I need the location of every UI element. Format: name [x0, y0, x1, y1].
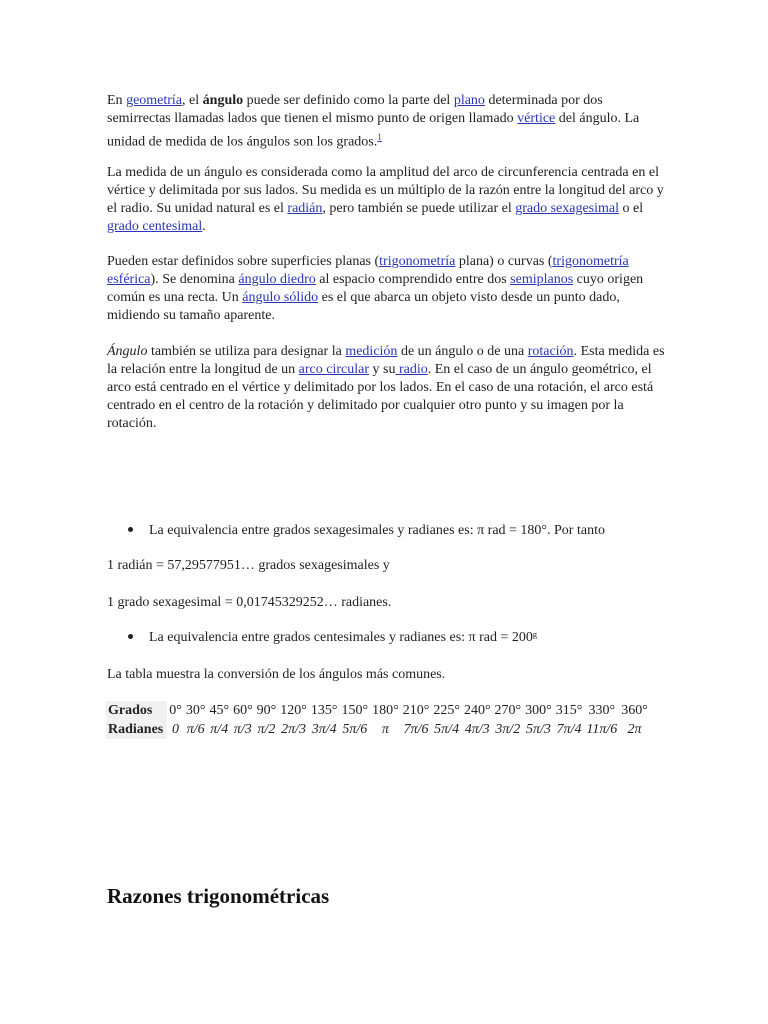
table-cell-grados: 270°: [494, 702, 522, 718]
link-semiplanos[interactable]: semiplanos: [510, 272, 574, 287]
table-cell-radianes: 7π/6: [403, 721, 429, 737]
paragraph-definition: En geometría, el ángulo puede ser definido como la parte del plano determinada por dos semirrectas llamadas lados que tienen el mismo punto de origen llamado vértice del ángulo. La unidad de medida de los ángulos son los grados.$^1$: [107, 93, 640, 150]
table-cell-grados: 120°: [280, 702, 307, 718]
table-cell-radianes: π/4: [210, 721, 229, 737]
table-cell-radianes: 5π/6: [342, 721, 368, 737]
table-cell-radianes: π/3: [233, 721, 252, 737]
table-cell-grados: 330°: [588, 702, 616, 718]
table-cell-radianes: 4π/3: [464, 721, 490, 737]
table-cell-radianes: 7π/4: [556, 721, 582, 737]
link-radio[interactable]: radio: [395, 362, 428, 377]
conversion-table: [106, 701, 650, 739]
table-cell-grados: 60°: [233, 702, 253, 718]
paragraph-superficies: Pueden estar definidos sobre superficies planas (trigonometría plana) o curvas (trigonometría esférica). Se denomina ángulo diedro al espacio comprendido entre dos semiplanos cuyo origen común es una recta. Un ángulo sólido es el que abarca un objeto visto desde un punto dado, midiendo su tamaño aparente.: [107, 254, 644, 323]
table-cell-grados: 45°: [209, 702, 230, 718]
table-intro: La tabla muestra la conversión de los ángulos más comunes.: [107, 667, 446, 682]
table-cell-radianes: 2π/3: [281, 721, 307, 737]
link-angulo-solido[interactable]: ángulo sólido: [242, 290, 319, 305]
table-cell-grados: 150°: [341, 702, 369, 718]
link-grado-sexagesimal[interactable]: grado sexagesimal: [515, 201, 620, 216]
table-row-radianes: [106, 720, 650, 739]
footnote-ref-1[interactable]: 1: [377, 132, 382, 142]
bullet-dot-icon: [128, 527, 133, 532]
link-trigonometria[interactable]: trigonometría: [379, 254, 456, 269]
equation-grado: 1 grado sexagesimal = 0,01745329252… radianes.: [107, 595, 392, 610]
table-cell-grados: 180°: [372, 702, 399, 718]
table-cell-radianes: 3π/2: [495, 721, 521, 737]
table-cell-grados: 210°: [402, 702, 430, 718]
link-trigonometria-esferica[interactable]: trigonometría esférica: [107, 254, 629, 287]
section-heading: Razones trigonométricas: [107, 884, 330, 908]
table-cell-radianes: 5π/4: [434, 721, 460, 737]
table-cell-grados: 30°: [185, 702, 206, 718]
bullet-item-centesimal: La equivalencia entre grados centesimales y radianes es: π rad = 200ᵍ: [128, 629, 537, 647]
link-geometria[interactable]: geometría: [126, 93, 183, 108]
table-cell-grados: 240°: [463, 702, 491, 718]
row-header-grados: Grados: [106, 701, 167, 720]
bullet-item-sexagesimal: La equivalencia entre grados sexagesimales y radianes es: π rad = 180°. Por tanto: [128, 522, 605, 540]
table-row-grados: [106, 701, 650, 720]
link-angulo-diedro[interactable]: ángulo diedro: [238, 272, 316, 287]
link-plano[interactable]: plano: [453, 93, 485, 108]
table-cell-grados: 315°: [555, 702, 583, 718]
link-radian[interactable]: radián: [287, 201, 323, 216]
table-cell-radianes: 5π/3: [526, 721, 551, 737]
table-cell-radianes: 2π: [627, 721, 642, 737]
link-medicion[interactable]: medición: [345, 344, 398, 359]
bullet-dot-icon: [128, 634, 133, 639]
link-vertice[interactable]: vértice: [517, 111, 556, 126]
table-cell-radianes: π/6: [186, 721, 205, 737]
link-arco-circular[interactable]: arco circular: [298, 362, 369, 377]
table-cell-radianes: 3π/4: [311, 721, 337, 737]
row-header-radianes: Radianes: [106, 720, 167, 739]
table-cell-radianes: 11π/6: [586, 721, 618, 737]
table-cell-radianes: π: [381, 721, 389, 737]
table-cell-grados: 90°: [256, 702, 277, 718]
table-cell-grados: 360°: [621, 702, 648, 718]
link-rotacion[interactable]: rotación: [527, 344, 574, 359]
table-cell-radianes: π/2: [257, 721, 276, 737]
table-cell-grados: 135°: [310, 702, 338, 718]
paragraph-medicion: Ángulo también se utiliza para designar la medición de un ángulo o de una rotación. Esta medida es la relación entre la longitud de un arco circular y su radio. En el caso de un ángulo geométrico, el arco está centrado en el vértice y delimitado por los lados. En el caso de una rotación, el arco está centrado en el centro de la rotación y delimitado por cualquier otro punto y su imagen por la rotación.: [107, 344, 665, 431]
table-cell-grados: 225°: [433, 702, 460, 718]
link-grado-centesimal[interactable]: grado centesimal: [107, 219, 203, 234]
paragraph-medida: La medida de un ángulo es considerada como la amplitud del arco de circunferencia centrada en el vértice y delimitada por sus lados. Su medida es un múltiplo de la razón entre la longitud del arco y el radio. Su unidad natural es el radián, pero también se puede utilizar el grado sexagesimal o el grado centesimal.: [107, 165, 664, 234]
table-cell-grados: 0°: [169, 702, 182, 718]
table-cell-grados: 300°: [525, 702, 552, 718]
equation-radian: 1 radián = 57,29577951… grados sexagesimales y: [107, 558, 390, 573]
table-cell-radianes: 0: [172, 721, 180, 737]
